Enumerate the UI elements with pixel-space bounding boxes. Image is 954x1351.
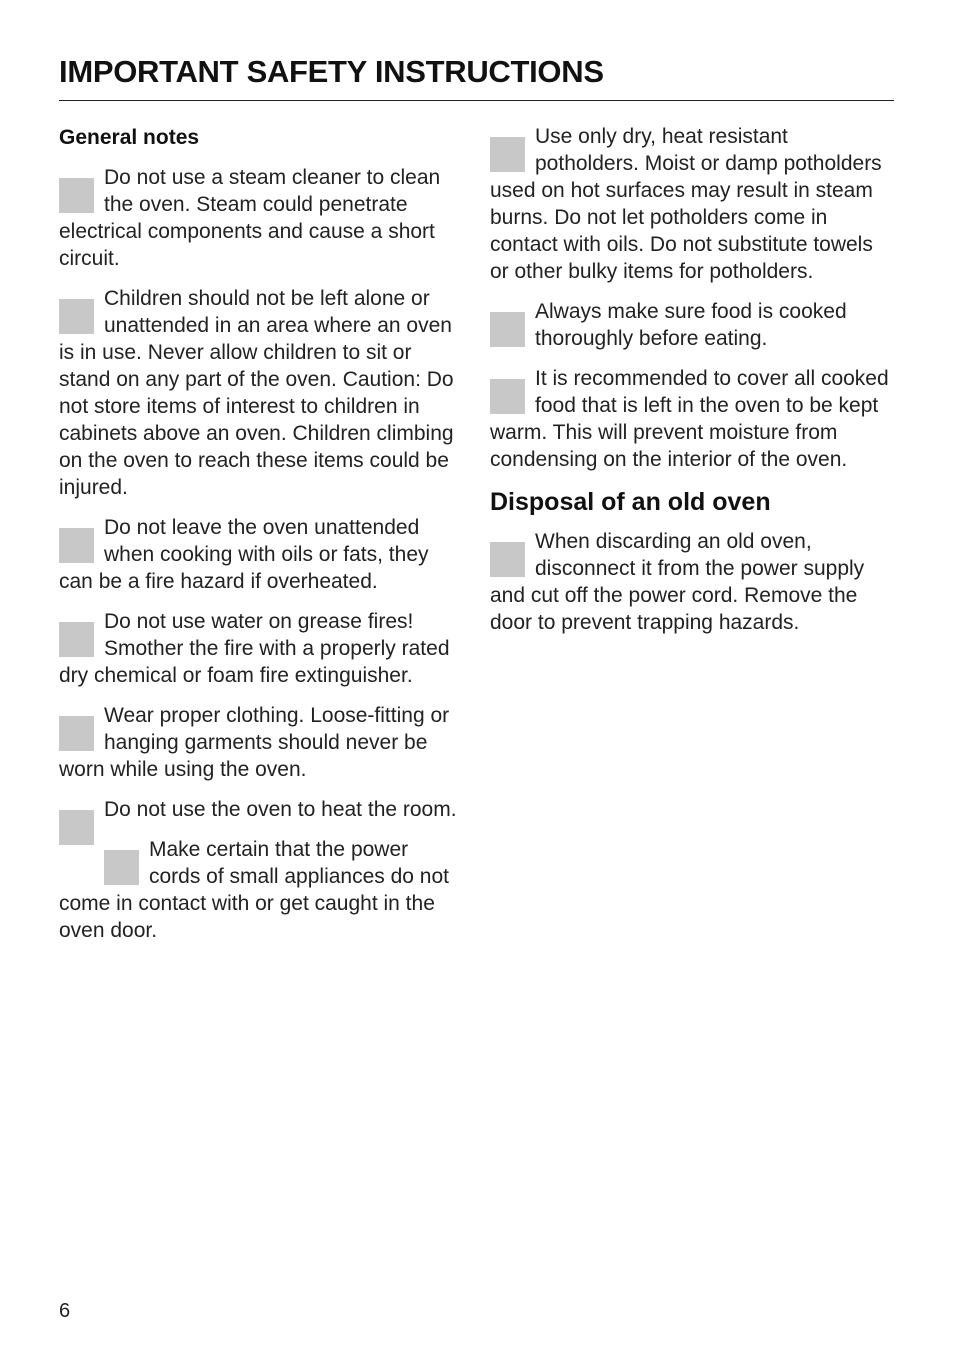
note-bullet-icon xyxy=(59,299,94,334)
note-power-cords xyxy=(59,836,464,944)
note-text: Make certain that the power cords of small appliances do not come in contact with or get caught in the oven door. xyxy=(59,838,449,942)
note-text: Do not use a steam cleaner to clean the oven. Steam could penetrate electrical components and cause a short circuit. xyxy=(59,166,441,270)
note-grease-fires xyxy=(59,608,464,689)
note-text: Wear proper clothing. Loose-fitting or hanging garments should never be worn while using the oven. xyxy=(59,704,450,781)
note-cook-thoroughly xyxy=(490,298,895,352)
note-bullet-icon xyxy=(59,622,94,657)
note-bullet-icon xyxy=(490,379,525,414)
note-text: Always make sure food is cooked thoroughly before eating. xyxy=(535,300,847,350)
note-text: Do not leave the oven unattended when cooking with oils or fats, they can be a fire hazard if overheated. xyxy=(59,516,429,593)
note-text: It is recommended to cover all cooked food that is left in the oven to be kept warm. This will prevent moisture from condensing on the interior of the oven. xyxy=(490,367,889,471)
note-heat-room xyxy=(59,796,464,823)
page-number: 6 xyxy=(59,1300,71,1322)
title-divider xyxy=(59,100,894,101)
note-disposal xyxy=(490,528,895,636)
general-notes-heading: General notes xyxy=(59,126,200,149)
note-steam-cleaner xyxy=(59,164,464,272)
note-bullet-icon xyxy=(59,716,94,751)
note-bullet-icon xyxy=(490,137,525,172)
note-bullet-icon xyxy=(490,312,525,347)
disposal-heading: Disposal of an old oven xyxy=(490,488,771,516)
note-text: Do not use the oven to heat the room. xyxy=(104,798,457,821)
note-oils-fats xyxy=(59,514,464,595)
left-column xyxy=(59,123,464,957)
note-text: When discarding an old oven, disconnect it from the power supply and cut off the power cord. Remove the door to prevent trapping hazards. xyxy=(490,530,865,634)
note-bullet-icon xyxy=(104,850,139,885)
note-bullet-icon xyxy=(490,542,525,577)
note-clothing xyxy=(59,702,464,783)
note-bullet-icon xyxy=(59,178,94,213)
note-cover-food xyxy=(490,365,895,473)
note-children xyxy=(59,285,464,501)
page-title: IMPORTANT SAFETY INSTRUCTIONS xyxy=(59,54,604,89)
note-text: Use only dry, heat resistant potholders. Moist or damp potholders used on hot surfaces may result in steam burns. Do not let potholders come in contact with oils. Do not substitute towels or other bulky items for potholders. xyxy=(490,125,882,283)
note-text: Do not use water on grease fires! Smother the fire with a properly rated dry chemical or foam fire extinguisher. xyxy=(59,610,450,687)
note-potholders xyxy=(490,123,895,285)
note-text: Children should not be left alone or unattended in an area where an oven is in use. Never allow children to sit or stand on any part of the oven. Caution: Do not store items of interest to children in cabinets above an oven. Children climbing on the oven to reach these items could be injured. xyxy=(59,287,454,499)
note-bullet-icon xyxy=(59,528,94,563)
right-column xyxy=(490,123,895,649)
